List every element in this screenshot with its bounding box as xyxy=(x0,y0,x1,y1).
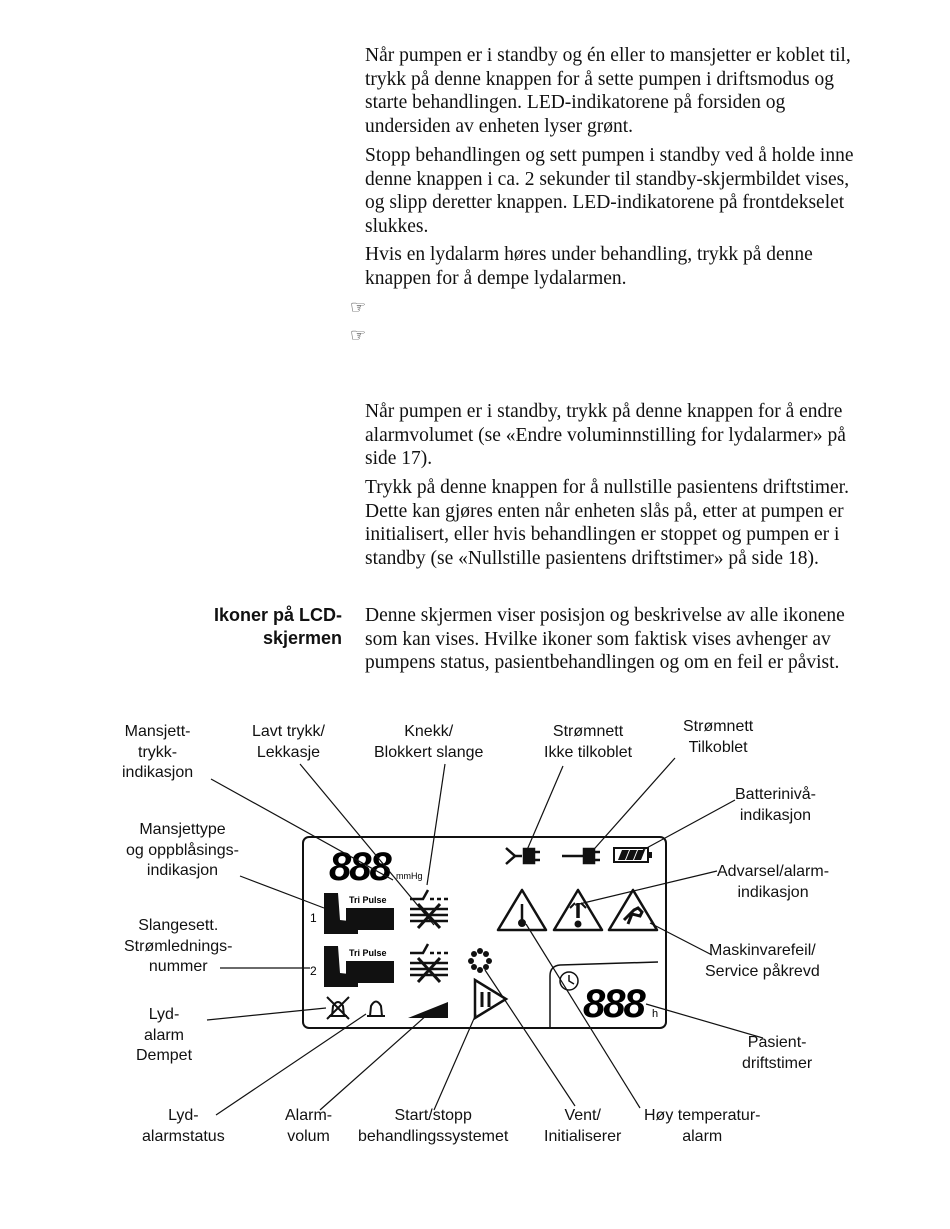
mains-disconnected-icon xyxy=(506,848,540,864)
battery-icon xyxy=(614,848,652,862)
paragraph-alarm-volume: Når pumpen er i standby, trykk på denne knappen for å endre alarmvolumet (se «Endre voluminnstilling for lydalarmer» på side 17). xyxy=(365,401,846,469)
paragraph-reset-hours: Trykk på denne knappen for å nullstille pasientens driftstimer. Dette kan gjøres enten når enheten slås på, etter at pumpen er initialisert, eller hvis behandlingen er stoppet og pumpen er i standby (se «Nullstille pasientens driftstimer» på side 18). xyxy=(365,477,849,569)
paragraph-mute-alarm: Hvis en lydalarm høres under behandling, trykk på denne knappen for å dempe lydalarmen. xyxy=(365,244,813,289)
pressure-digits: 888 xyxy=(329,845,390,889)
port-number-1: 1 xyxy=(310,911,317,925)
label-alarm-status: Lyd- alarmstatus xyxy=(142,1107,225,1145)
note-hand-icon: ☞ xyxy=(350,297,367,317)
low-pressure-icon-1 xyxy=(410,890,448,899)
wait-initialise-icon xyxy=(468,948,492,973)
label-hardware-fault: Maskinvarefeil/ Service påkrevd xyxy=(705,942,820,980)
label-patient-hours: Pasient- driftstimer xyxy=(742,1034,813,1072)
low-pressure-icon-2 xyxy=(410,944,448,953)
pressure-unit: mmHg xyxy=(396,871,423,881)
section-heading: Ikoner på LCD-skjermen xyxy=(213,605,342,648)
kink-icon-1 xyxy=(410,904,448,928)
paragraph-therapy-start: Når pumpen er i standby og én eller to mansjetter er koblet til, trykk på denne knappen for å sette pumpen i driftsmodus og starte behandlingen. LED-indikatorene på forsiden og undersiden av enheten lyser grønt. xyxy=(365,45,851,137)
port-number-2: 2 xyxy=(310,964,317,978)
label-cuff-type: Mansjettype og oppblåsings- indikasjon xyxy=(126,821,239,879)
label-battery-level: Batterinivå- indikasjon xyxy=(735,786,816,824)
cuff-type-1-icon xyxy=(324,893,394,934)
cuff-type-2-icon xyxy=(324,946,394,987)
leader-lines xyxy=(207,758,763,1115)
paragraph-therapy-stop: Stopp behandlingen og sett pumpen i standby ved å holde inne denne knappen i ca. 2 sekunder til standby-skjermbildet vises, og slipp deretter knappen. LED-indikatorene på frontdekselet slukkes. xyxy=(365,145,854,237)
mains-connected-icon xyxy=(562,849,600,863)
alarm-status-bell-icon xyxy=(367,1002,385,1017)
label-mains-connected: Strømnett Tilkoblet xyxy=(683,718,754,756)
cuff-label-1: Tri Pulse xyxy=(349,895,387,905)
hours-digits: 888 xyxy=(583,982,644,1026)
label-start-stop-therapy: Start/stopp behandlingssystemet xyxy=(358,1107,509,1145)
label-tubeset-number: Slangesett. Strømlednings- nummer xyxy=(124,917,233,975)
hours-unit: h xyxy=(652,1008,659,1020)
label-warning-alarm: Advarsel/alarm- indikasjon xyxy=(717,863,830,901)
cuff-label-2: Tri Pulse xyxy=(349,948,387,958)
label-kink-blocked: Knekk/ Blokkert slange xyxy=(374,723,484,761)
label-cuff-pressure: Mansjett- trykk- indikasjon xyxy=(122,723,194,781)
patient-hours-clock-icon xyxy=(560,972,578,990)
label-mains-disconnected: Strømnett Ikke tilkoblet xyxy=(544,723,633,761)
alarm-volume-icon xyxy=(408,1002,448,1018)
alarm-muted-icon xyxy=(327,997,349,1019)
label-alarm-volume: Alarm- volum xyxy=(285,1107,333,1145)
start-stop-therapy-icon xyxy=(475,980,506,1018)
label-wait-initialise: Vent/ Initialiserer xyxy=(544,1107,622,1145)
kink-icon-2 xyxy=(410,958,448,982)
label-low-pressure-leak: Lavt trykk/ Lekkasje xyxy=(252,723,325,761)
paragraph-lcd-intro: Denne skjermen viser posisjon og beskrivelse av alle ikonene som kan vises. Hvilke ikoner som faktisk vises avhenger av pumpens status, pasientbehandlingen og om en feil er påvist. xyxy=(365,605,845,673)
note-hand-icon: ☞ xyxy=(350,325,367,345)
label-high-temperature: Høy temperatur- alarm xyxy=(644,1107,761,1145)
label-alarm-muted: Lyd- alarm Dempet xyxy=(136,1006,193,1064)
